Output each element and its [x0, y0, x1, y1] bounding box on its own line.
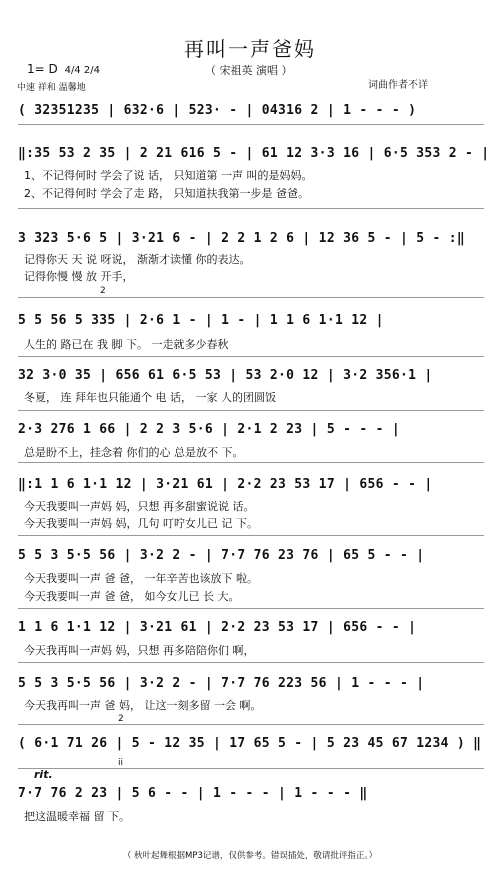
lyric-line: 今天我要叫一声妈 妈，只想 再多甜蜜说说 话。 [24, 500, 255, 513]
notation-line: ( 6·1 71 26 | 5 - 12 35 | 17 65 5 - | 5 23 45 67 1234 ) ‖ [18, 736, 482, 751]
lyric-line: 2、不记得何时 学会了走 路， 只知道扶我第一步是 爸爸。 [24, 187, 309, 200]
lyric-line: 人生的 路已在 我 脚 下。 一走就多少春秋 [24, 338, 229, 351]
notation-line: 7·7 76 2 23 | 5 6 - - | 1 - - - | 1 - - - ‖ [18, 786, 368, 801]
divider [18, 124, 484, 125]
author-credit: 词曲作者不详 [368, 80, 428, 91]
key-signature [27, 62, 100, 76]
notation-line: 2·3 276 1 66 | 2 2 3 5·6 | 2·1 2 23 | 5 - - - | [18, 422, 400, 437]
lyric-line: 冬夏， 连 拜年也只能通个 电 话， 一家 人的团圆饭 [24, 391, 276, 404]
time-signature: 4/4 2/4 [64, 65, 100, 76]
divider [18, 535, 484, 536]
notation-line: 5 5 3 5·5 56 | 3·2 2 - | 7·7 76 223 56 | 1 - - - | [18, 676, 425, 691]
divider [18, 297, 484, 298]
song-title: 再叫一声爸妈 [184, 37, 316, 61]
divider [18, 208, 484, 209]
divider [18, 356, 484, 357]
section-mark: 2 [118, 714, 124, 724]
lyric-line: 今天我要叫一声 爸 爸， 一年辛苦也该放下 啦。 [24, 572, 258, 585]
volta-mark: 2 [100, 286, 106, 296]
notation-line: ‖:1 1 6 1·1 12 | 3·21 61 | 2·2 23 53 17 | 656 - - | [18, 477, 433, 492]
notation-line: ‖:35 53 2 35 | 2 21 616 5 - | 61 12 3·3 16 | 6·5 353 2 - | [18, 146, 490, 161]
lyric-line: 今天我要叫一声 爸 爸， 如今女儿已 长 大。 [24, 590, 240, 603]
section-mark: ii [118, 758, 124, 768]
lyric-line: 今天我要叫一声妈 妈，几句 叮咛女儿已 记 下。 [24, 517, 258, 530]
lyric-line: 1、不记得何时 学会了说 话， 只知道第 一声 叫的是妈妈。 [24, 169, 313, 182]
footer-note: （ 秋叶起舞根据MP3记谱，仅供参考。错误插处，敬请批评指正。） [122, 851, 378, 861]
divider [18, 410, 484, 411]
ritardando-mark: rit. [34, 768, 53, 781]
notation-line: 5 5 3 5·5 56 | 3·2 2 - | 7·7 76 23 76 | 65 5 - - | [18, 548, 425, 563]
lyric-line: 记得你慢 慢 放 开手， [24, 270, 134, 283]
divider [18, 608, 484, 609]
tempo-marking: 中速 祥和 温馨地 [17, 83, 86, 93]
lyric-line: 记得你天 天 说 呀说， 渐渐才读懂 你的表达。 [24, 253, 251, 266]
lyric-line: 把这温暖幸福 留 下。 [24, 810, 130, 823]
notation-line: ( 32351235 | 632·6 | 523· - | 04316 2 | 1 - - - ) [18, 103, 417, 118]
divider [18, 662, 484, 663]
notation-line: 5 5 56 5 335 | 2·6 1 - | 1 - | 1 1 6 1·1 12 | [18, 313, 384, 328]
notation-line: 32 3·0 35 | 656 61 6·5 53 | 53 2·0 12 | 3·2 356·1 | [18, 368, 433, 383]
lyric-line: 总是盼不上，挂念着 你们的心 总是放不 下。 [24, 446, 244, 459]
key-label: 1= D [27, 62, 58, 76]
singer-credit: （ 宋祖英 演唱 ） [205, 64, 293, 77]
lyric-line: 今天我再叫一声 爸 妈， 让这一刻多留 一会 啊。 [24, 699, 262, 712]
notation-line: 3 323 5·6 5 | 3·21 6 - | 2 2 1 2 6 | 12 36 5 - | 5 - :‖ [18, 231, 465, 246]
divider [18, 462, 484, 463]
notation-line: 1 1 6 1·1 12 | 3·21 61 | 2·2 23 53 17 | 656 - - | [18, 620, 417, 635]
divider [18, 768, 484, 769]
divider [18, 724, 484, 725]
lyric-line: 今天我再叫一声妈 妈，只想 再多陪陪你们 啊， [24, 644, 255, 657]
